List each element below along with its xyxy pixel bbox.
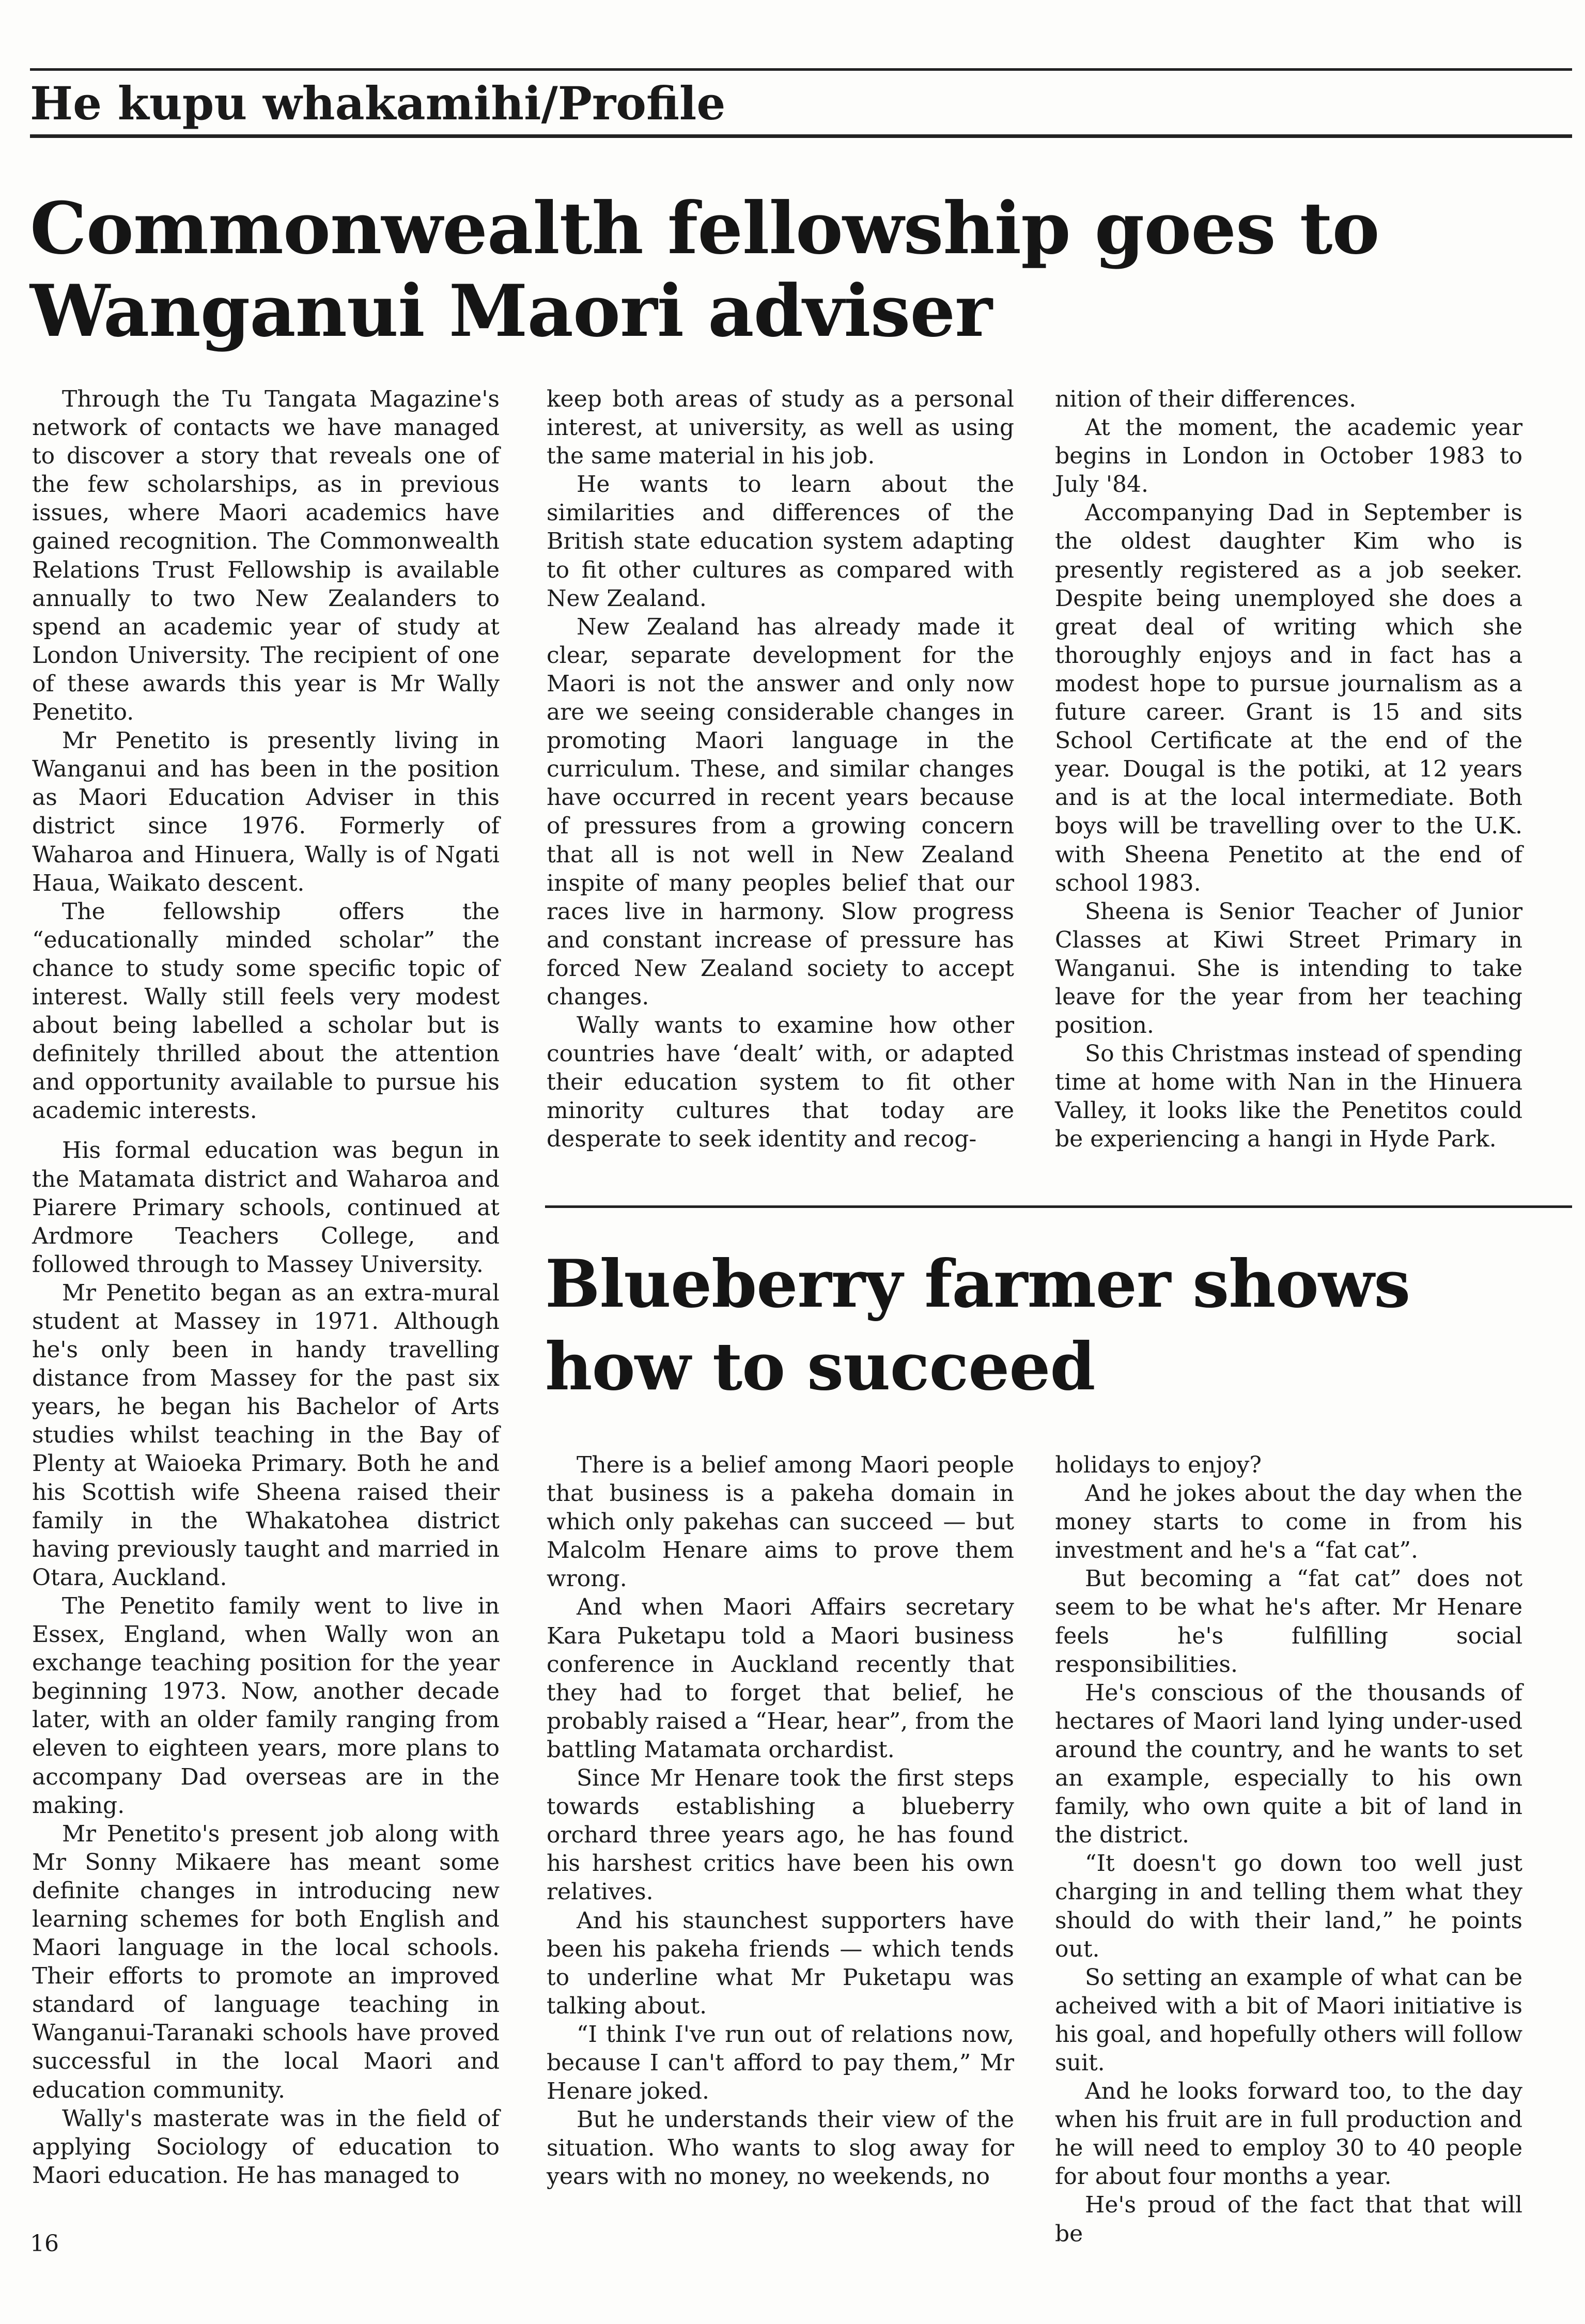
article2-column-2 xyxy=(1055,1451,1522,2248)
second-headline: Blueberry farmer shows how to succeed xyxy=(545,1246,1410,1405)
paragraph: The Penetito family went to live in Essex, England, when Wally won an exchange teaching position for the year beginning 1973. Now, another decade later, with an older family ranging from eleven to eighteen years, more plans to accompany Dad overseas are in the making. xyxy=(32,1592,500,1819)
paragraph: He's proud of the fact that that will be xyxy=(1055,2192,1522,2247)
main-headline: Commonwealth fellowship goes to Wanganui Maori adviser xyxy=(30,186,1379,353)
paragraph: And his staunchest supporters have been his pakeha friends — which tends to underline what Mr Puketapu was talking about. xyxy=(547,1907,1014,2019)
paragraph: Through the Tu Tangata Magazine's network of contacts we have managed to discover a story that reveals one of the few scholarships, as in previous issues, where Maori academics have gained recognition. The Commonwealth Relations Trust Fellowship is available annually to two New Zealanders to spend an academic year of study at London University. The recipient of one of these awards this year is Mr Wally Penetito. xyxy=(32,386,500,726)
paragraph: Mr Penetito's present job along with Mr Sonny Mikaere has meant some definite changes in introducing new learning schemes for both English and Maori language in the local schools. Their efforts to promote an improved standard of language teaching in Wanganui-Taranaki schools have proved successful in the local Maori and education community. xyxy=(32,1820,500,2103)
paragraph: Wally wants to examine how other countries have ‘dealt’ with, or adapted their education system to fit other minority cultures that today are desperate to seek identity and recog- xyxy=(547,1012,1014,1153)
paragraph: Since Mr Henare took the first steps towards establishing a blueberry orchard three years ago, he has found his harshest critics have been his own relatives. xyxy=(547,1765,1014,1905)
paragraph: Sheena is Senior Teacher of Junior Classes at Kiwi Street Primary in Wanganui. She is intending to take leave for the year from her teaching position. xyxy=(1055,898,1522,1039)
paragraph: So setting an example of what can be acheived with a bit of Maori initiative is his goal, and hopefully others will follow suit. xyxy=(1055,1964,1522,2076)
paragraph: “It doesn't go down too well just charging in and telling them what they should do with their land,” he points out. xyxy=(1055,1850,1522,1962)
article2-column-1 xyxy=(547,1451,1014,2191)
paragraph: Wally's masterate was in the field of applying Sociology of education to Maori education. He has managed to xyxy=(32,2105,500,2189)
paragraph: He's conscious of the thousands of hectares of Maori land lying under-used around the country, and he wants to set an example, especially to his own family, who own quite a bit of land in the district. xyxy=(1055,1679,1522,1849)
paragraph: But he understands their view of the situation. Who wants to slog away for years with no money, no weekends, no xyxy=(547,2106,1014,2190)
paragraph: And he looks forward too, to the day when his fruit are in full production and he will need to employ 30 to 40 people for about four months a year. xyxy=(1055,2078,1522,2190)
article1-column-3 xyxy=(1055,385,1522,1154)
paragraph: The fellowship offers the “educationally minded scholar” the chance to study some specific topic of interest. Wally still feels very modest about being labelled a scholar but is definitely thrilled about the attention and opportunity available to pursue his academic interests. xyxy=(32,898,500,1124)
article1-column-1 xyxy=(32,385,500,2190)
paragraph: holidays to enjoy? xyxy=(1055,1452,1262,1478)
paragraph: But becoming a “fat cat” does not seem to be what he's after. Mr Henare feels he's fulfilling social responsibilities. xyxy=(1055,1566,1522,1678)
paragraph: His formal education was begun in the Matamata district and Waharoa and Piarere Primary schools, continued at Ardmore Teachers College, and followed through to Massey University. xyxy=(32,1137,500,1278)
paragraph: “I think I've run out of relations now, because I can't afford to pay them,” Mr Henare joked. xyxy=(547,2021,1014,2105)
paragraph: He wants to learn about the similarities and differences of the British state education system adapting to fit other cultures as compared with New Zealand. xyxy=(547,471,1014,612)
paragraph: And he jokes about the day when the money starts to come in from his investment and he's a “fat cat”. xyxy=(1055,1480,1522,1564)
paragraph: And when Maori Affairs secretary Kara Puketapu told a Maori business conference in Auckland recently that they had to forget that belief, he probably raised a “Hear, hear”, from the battling Matamata orchardist. xyxy=(547,1594,1014,1763)
paragraph: So this Christmas instead of spending time at home with Nan in the Hinuera Valley, it looks like the Penetitos could be experiencing a hangi in Hyde Park. xyxy=(1055,1041,1522,1153)
paragraph: There is a belief among Maori people that business is a pakeha domain in which only pakehas can succeed — but Malcolm Henare aims to prove them wrong. xyxy=(547,1452,1014,1592)
paragraph: At the moment, the academic year begins in London in October 1983 to July '84. xyxy=(1055,414,1522,498)
page-number: 16 xyxy=(30,2230,59,2257)
section-rule xyxy=(30,134,1572,138)
paragraph: Accompanying Dad in September is the oldest daughter Kim who is presently registered as a job seeker. Despite being unemployed she does a great deal of writing which she thoroughly enjoys and in fact has a modest hope to pursue journalism as a future career. Grant is 15 and sits School Certificate at the end of the year. Dougal is the potiki, at 12 years and is at the local intermediate. Both boys will be travelling over to the U.K. with Sheena Penetito at the end of school 1983. xyxy=(1055,500,1522,896)
paragraph: Mr Penetito is presently living in Wanganui and has been in the position as Maori Education Adviser in this district since 1976. Formerly of Waharoa and Hinuera, Wally is of Ngati Haua, Waikato descent. xyxy=(32,727,500,896)
paragraph: keep both areas of study as a personal interest, at university, as well as using the same material in his job. xyxy=(547,386,1014,470)
section-label: He kupu whakamihi/Profile xyxy=(30,76,726,130)
paragraph: New Zealand has already made it clear, separate development for the Maori is not the answer and only now are we seeing considerable changes in promoting Maori language in the curriculum. These, and similar changes have occurred in recent years because of pressures from a growing concern that all is not well in New Zealand inspite of many peoples belief that our races live in harmony. Slow progress and constant increase of pressure has forced New Zealand society to accept changes. xyxy=(547,613,1014,1010)
paragraph: nition of their differences. xyxy=(1055,386,1357,412)
top-rule xyxy=(30,68,1572,71)
article-divider xyxy=(545,1205,1572,1208)
paragraph: Mr Penetito began as an extra-mural student at Massey in 1971. Although he's only been in handy travelling distance from Massey for the past six years, he began his Bachelor of Arts studies whilst teaching in the Bay of Plenty at Waioeka Primary. Both he and his Scottish wife Sheena raised their family in the Whakatohea district having previously taught and married in Otara, Auckland. xyxy=(32,1279,500,1591)
article1-column-2 xyxy=(547,385,1014,1154)
